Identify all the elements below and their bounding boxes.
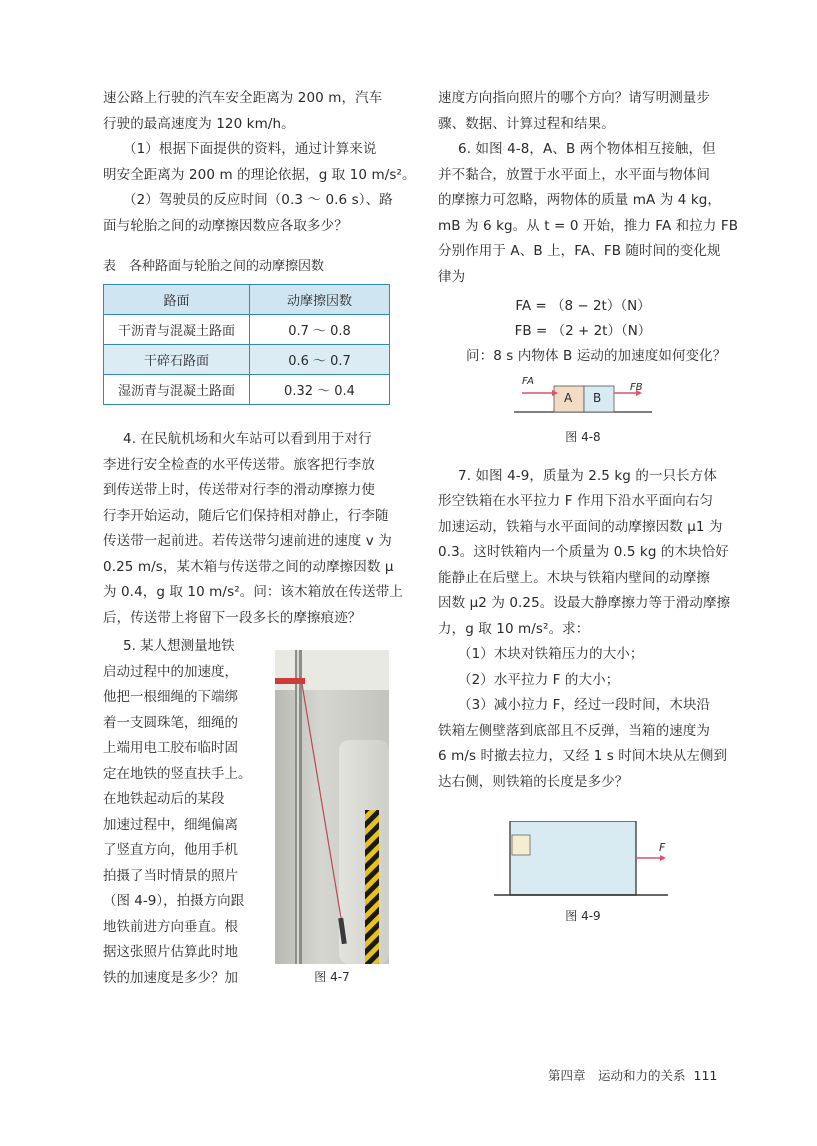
figure-4-8: [438, 376, 728, 452]
figure-4-9-diagram: [438, 821, 728, 901]
text-line: 后，传送带上将留下一段多长的摩擦痕迹？: [103, 609, 362, 626]
page-footer: [548, 1066, 717, 1084]
text-line: 的摩擦力可忽略，两物体的质量 mA 为 4 kg，: [438, 192, 722, 208]
figure-4-9-caption: 图 4-9: [565, 909, 601, 923]
equation-fb: FB = （2 + 2t）（N）: [514, 323, 652, 339]
text-line: 面与轮胎之间的动摩擦因数应各取多少？: [103, 217, 348, 234]
text-line: 4. 在民航机场和火车站可以看到用于对行: [123, 431, 372, 447]
text-line: 能静止在后壁上。木块与铁箱内壁间的动摩擦: [438, 569, 710, 586]
text-line: 明安全距离为 200 m 的理论依据，g 取 10 m/s²。: [103, 166, 416, 183]
table-row: [104, 345, 390, 375]
text-line: 传送带一起前进。若传送带匀速前进的速度 v 为: [103, 533, 392, 549]
text-line: （1）木块对铁箱压力的大小；: [458, 646, 644, 662]
table-row: [104, 315, 390, 345]
text-line: 速度方向指向照片的哪个方向？请写明测量步: [438, 90, 710, 106]
question-2: [103, 188, 393, 214]
left-column: [103, 86, 416, 994]
text-line: 力，g 取 10 m/s²。求：: [438, 620, 590, 637]
text-line: 上端用电工胶布临时固: [103, 740, 238, 756]
text-line: 6. 如图 4-8，A、B 两个物体相互接触，但: [458, 141, 716, 157]
table-cell: 湿沥青与混凝土路面: [104, 375, 250, 405]
table-cell: 0.6 ～ 0.7: [250, 345, 390, 375]
text-line: 在地铁起动后的某段: [103, 791, 225, 807]
text-line: 7. 如图 4-9，质量为 2.5 kg 的一只长方体: [458, 467, 717, 484]
table-caption: 表 各种路面与轮胎之间的动摩擦因数: [103, 259, 325, 274]
text-line: （2）驾驶员的反应时间（0.3 ～ 0.6 s）、路: [123, 192, 393, 208]
text-line: 速公路上行驶的汽车安全距离为 200 m，汽车: [103, 90, 383, 106]
text-line: 了竖直方向，他用手机: [103, 842, 238, 858]
subway-photo-illustration: [275, 650, 389, 964]
text-line: （1）根据下面提供的资料，通过计算来说: [123, 141, 377, 157]
text-line: 0.3。这时铁箱内一个质量为 0.5 kg 的木块恰好: [438, 544, 729, 560]
page-number: 111: [693, 1068, 718, 1083]
right-column: [438, 86, 739, 939]
problem-4: [103, 427, 403, 631]
table-header-row: [104, 285, 390, 315]
text-line: （2）水平拉力 F 的大小；: [458, 671, 620, 688]
text-line: 为 0.4，g 取 10 m/s²。问：该木箱放在传送带上: [103, 584, 403, 600]
chapter-title: 第四章 运动和力的关系: [548, 1068, 686, 1083]
text-line: 加速过程中，细绳偏离: [103, 816, 238, 833]
box-a-label: A: [564, 390, 573, 405]
text-line: 6 m/s 时撤去拉力，又经 1 s 时间木块从左侧到: [438, 748, 728, 764]
table-cell: 干碎石路面: [104, 345, 250, 375]
table-row: [104, 375, 390, 405]
table-cell: 0.32 ～ 0.4: [250, 375, 390, 405]
text-line: 问：8 s 内物体 B 运动的加速度如何变化？: [466, 348, 727, 364]
figure-4-8-diagram: [438, 376, 728, 426]
figure-4-8-caption: 图 4-8: [565, 429, 601, 444]
text-line: 定在地铁的竖直扶手上。: [103, 765, 252, 782]
text-line: 拍摄了当时情景的照片: [103, 867, 238, 884]
text-line: 到传送带上时，传送带对行李的滑动摩擦力使: [103, 482, 375, 498]
intro-paragraph: [103, 86, 393, 137]
problem-7: [438, 464, 731, 796]
text-line: 铁箱左侧壁落到底部且不反弹，当箱的速度为: [438, 722, 710, 739]
text-line: 律为: [438, 268, 466, 285]
text-line: 骤、数据、计算过程和结果。: [438, 115, 615, 132]
text-line: 李进行安全检查的水平传送带。旅客把行李放: [103, 456, 375, 473]
force-f-label: F: [659, 841, 666, 854]
equation-fa: FA = （8 − 2t）（N）: [515, 298, 651, 314]
text-line: 达右侧，则铁箱的长度是多少？: [438, 773, 629, 790]
text-line: mB 为 6 kg。从 t = 0 开始，推力 FA 和拉力 FB: [438, 217, 739, 234]
figure-4-9: [438, 821, 728, 939]
problem-6: [438, 137, 739, 370]
text-line: 0.25 m/s，某木箱与传送带之间的动摩擦因数 μ: [103, 558, 394, 575]
text-line: 启动过程中的加速度，: [103, 663, 238, 680]
text-line: 分别作用于 A、B 上，FA、FB 随时间的变化规: [438, 243, 721, 259]
force-fa-label: FA: [522, 375, 535, 387]
subway-photo: [275, 650, 389, 964]
friction-table: [103, 284, 390, 405]
force-fb-label: FB: [630, 381, 643, 393]
problem-5-text: [103, 634, 253, 991]
text-line: 5. 某人想测量地铁: [123, 638, 235, 654]
text-line: 形空铁箱在水平拉力 F 作用下沿水平面向右匀: [438, 493, 714, 509]
text-line: （图 4-9），拍摄方向跟: [103, 893, 245, 909]
text-line: 地铁前进方向垂直。根: [103, 918, 238, 935]
text-line: 行李开始运动，随后它们保持相对静止，行李随: [103, 507, 389, 524]
text-line: 加速运动，铁箱与水平面间的动摩擦因数 μ1 为: [438, 518, 723, 535]
text-line: 因数 μ2 为 0.25。设最大静摩擦力等于滑动摩擦: [438, 595, 731, 611]
table-cell: 干沥青与混凝土路面: [104, 315, 250, 345]
text-line: 据这张照片估算此时地: [103, 944, 238, 960]
text-line: 行驶的最高速度为 120 km/h。: [103, 115, 295, 132]
question-1: [103, 137, 393, 163]
table-cell: 0.7 ～ 0.8: [250, 315, 390, 345]
text-line: （3）减小拉力 F，经过一段时间，木块沿: [458, 697, 711, 713]
text-line: 他把一根细绳的下端绑: [103, 689, 238, 705]
table-header: 动摩擦因数: [250, 285, 390, 315]
problem-5: [103, 634, 393, 994]
text-line: 并不黏合，放置于水平面上，水平面与物体间: [438, 166, 710, 183]
text-line: 着一支圆珠笔，细绳的: [103, 714, 238, 731]
box-b-label: B: [593, 390, 602, 405]
table-header: 路面: [104, 285, 250, 315]
figure-4-7-caption: 图 4-7: [314, 970, 350, 984]
text-line: 铁的加速度是多少？加: [103, 969, 238, 986]
